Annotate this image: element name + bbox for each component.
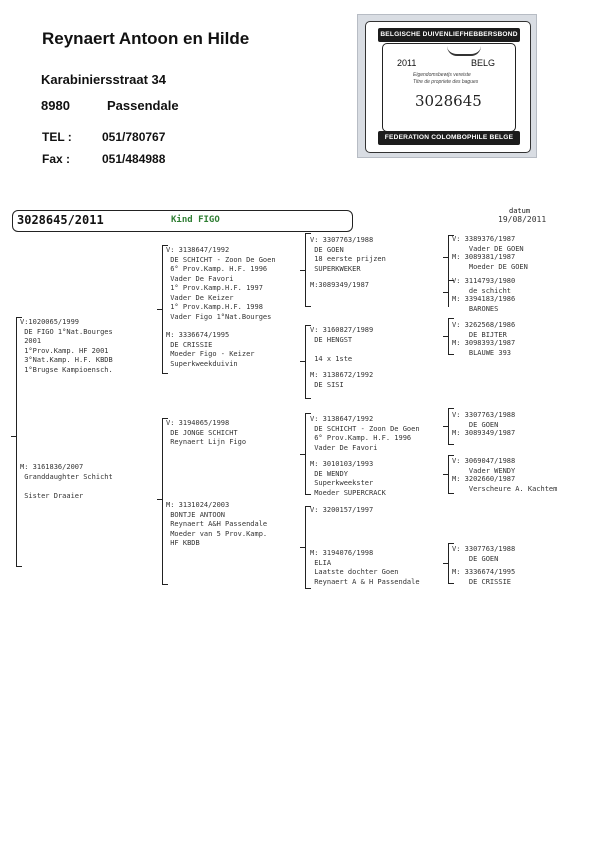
card-ring-box bbox=[382, 43, 516, 132]
ownership-card bbox=[357, 14, 537, 158]
owner-name: Reynaert Antoon en Hilde bbox=[42, 29, 250, 48]
pedigree-gen4-entry: V: 3114793/1980 de schicht bbox=[452, 277, 516, 295]
card-notice-fr: Titre de propriete des bagues bbox=[413, 79, 479, 85]
pedigree-gen4-entry: V: 3069047/1988 Vader WENDY bbox=[452, 457, 516, 475]
pedigree-gen3-entry: V: 3200157/1997 bbox=[310, 506, 374, 514]
pedigree-father: V:1020065/1999 DE FIGO 1°Nat.Bourges 2001 1°Prov.Kamp. HF 2001 3°Nat.Kamp. H.F. KBDB 1°Brugse Kampioensch. bbox=[20, 318, 113, 374]
pedigree-gen3-entry: M: 3194076/1998 ELIA Laatste dochter Goen Reynaert A & H Passendale bbox=[310, 549, 420, 586]
card-top-band: BELGISCHE DUIVENLIEFHEBBERSBOND bbox=[378, 28, 520, 42]
card-ring-number: 3028645 bbox=[415, 92, 482, 110]
ownership-card-frame bbox=[365, 21, 531, 153]
fax-label: Fax : bbox=[42, 152, 71, 166]
pedigree-gen4-entry: V: 3307763/1988 DE GOEN bbox=[452, 545, 516, 563]
card-year: 2011 bbox=[397, 58, 417, 68]
subject-name: Kind FIGO bbox=[171, 215, 220, 225]
pedigree-gen4-entry: V: 3262568/1986 DE BIJTER bbox=[452, 321, 516, 339]
pedigree-gen4-entry: M: 3089349/1987 bbox=[452, 429, 516, 437]
pedigree-gen4-entry: M: 3098393/1987 BLAUWE 393 bbox=[452, 339, 516, 357]
subject-ring: 3028645/2011 bbox=[17, 213, 104, 227]
pedigree-gen3-entry: V: 3307763/1988 DE GOEN 18 eerste prijzen SUPERKWEKER bbox=[310, 236, 386, 273]
pedigree-gen3-entry: M: 3010103/1993 DE WENDY Superkweekster Moeder SUPERCRACK bbox=[310, 460, 386, 497]
pedigree-father-mother: M: 3336674/1995 DE CRISSIE Moeder Figo - Keizer Superkweekduivin bbox=[166, 331, 255, 368]
owner-postcode: 8980 bbox=[41, 98, 70, 113]
pedigree-gen4-entry: M: 3089381/1987 Moeder DE GOEN bbox=[452, 253, 528, 271]
tel-label: TEL : bbox=[42, 130, 72, 144]
pedigree-father-father: V: 3138647/1992 DE SCHICHT - Zoon De Goen 6° Prov.Kamp. H.F. 1996 Vader De Favori 1° Prov.Kamp.H.F. 1997 Vader De Keizer 1° Prov.Kamp.H.F. 1998 Vader Figo 1°Nat.Bourges bbox=[166, 246, 276, 321]
owner-city: Passendale bbox=[107, 98, 179, 113]
pedigree-gen3-entry: M:3089349/1987 bbox=[310, 281, 370, 289]
pedigree-mother-father: V: 3194065/1998 DE JONGE SCHICHT Reynaert Lijn Figo bbox=[166, 419, 247, 446]
card-emblem bbox=[447, 45, 481, 56]
pedigree-mother: M: 3161836/2007 Granddaughter Schicht Sister Draaier bbox=[20, 463, 113, 500]
pedigree-gen4-entry: V: 3389376/1987 Vader DE GOEN bbox=[452, 235, 524, 253]
pedigree-gen4-entry: M: 3336674/1995 DE CRISSIE bbox=[452, 568, 516, 586]
fax-number: 051/484988 bbox=[102, 152, 166, 166]
tel-number: 051/780767 bbox=[102, 130, 166, 144]
pedigree-gen4-entry: M: 3202660/1987 Verscheure A. Kachtem bbox=[452, 475, 558, 493]
card-country: BELG bbox=[471, 58, 496, 68]
pedigree-mother-mother: M: 3131024/2003 BONTJE ANTOON Reynaert A&H Passendale Moeder van 5 Prov.Kamp. HF KBDB bbox=[166, 501, 268, 547]
pedigree-gen3-entry: V: 3138647/1992 DE SCHICHT - Zoon De Goen 6° Prov.Kamp. H.F. 1996 Vader De Favori bbox=[310, 415, 420, 452]
card-bottom-band: FEDERATION COLOMBOPHILE BELGE bbox=[378, 131, 520, 145]
pedigree-gen4-entry: V: 3307763/1988 DE GOEN bbox=[452, 411, 516, 429]
card-notice-nl: Eigendomsbewijs vereiste bbox=[413, 72, 471, 78]
pedigree-gen3-entry: M: 3138672/1992 DE SISI bbox=[310, 371, 374, 389]
datum-label: datum bbox=[509, 207, 531, 215]
owner-street: Karabiniersstraat 34 bbox=[41, 72, 167, 87]
datum-value: 19/08/2011 bbox=[498, 215, 547, 224]
pedigree-gen3-entry: V: 3160827/1989 DE HENGST 14 x 1ste bbox=[310, 326, 374, 363]
pedigree-gen4-entry: M: 3394183/1986 BARONES bbox=[452, 295, 516, 313]
